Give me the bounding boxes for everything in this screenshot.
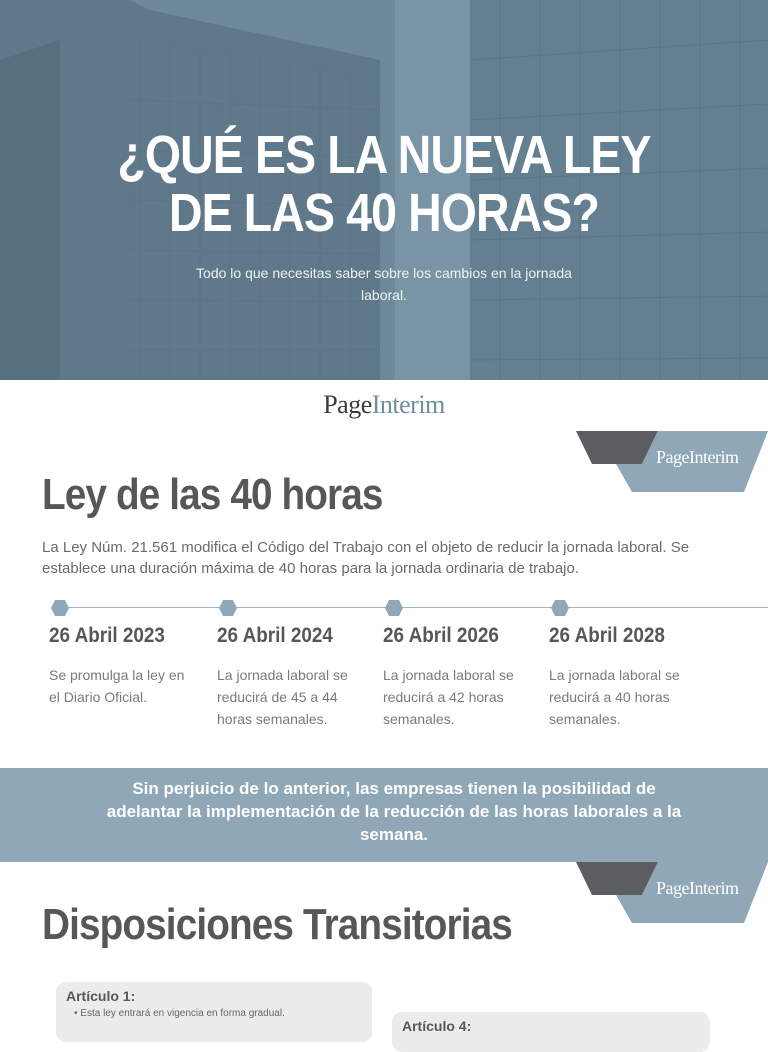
brand-badge-1 xyxy=(576,431,768,493)
section-heading-ley: Ley de las 40 horas xyxy=(42,470,383,519)
timeline-description: La jornada laboral se reducirá a 40 horas semanales. xyxy=(549,667,680,727)
brand-badge-2 xyxy=(576,862,768,924)
brand-badge-1-text: PageInterim xyxy=(656,447,739,467)
hexagon-marker-icon xyxy=(219,600,237,616)
article-card-item: • Esta ley entrará en vigencia en forma gradual. xyxy=(74,1008,285,1019)
hero-subtitle: Todo lo que necesitas saber sobre los cambios en la jornada laboral. xyxy=(196,265,572,303)
brand-badge-2-text: PageInterim xyxy=(656,878,739,898)
timeline-description: Se promulga la ley en el Diario Oficial. xyxy=(49,667,185,705)
article-card-2 xyxy=(392,1012,710,1052)
hero-title-line-2: DE LAS 40 HORAS? xyxy=(168,183,600,243)
brand-logo-page: Page xyxy=(323,390,372,419)
article-card-title: Artículo 1: xyxy=(66,988,136,1004)
hero-section xyxy=(0,0,768,380)
hexagon-marker-icon xyxy=(551,600,569,616)
timeline-description: La jornada laboral se reducirá de 45 a 44 horas semanales. xyxy=(217,667,348,727)
hexagon-marker-icon xyxy=(385,600,403,616)
notice-banner xyxy=(0,768,768,862)
timeline-line xyxy=(58,607,768,608)
notice-banner-text: Sin perjuicio de lo anterior, las empresas tienen la posibilidad de adelantar la implementación de la reducción de las horas laborales a la semana. xyxy=(106,779,682,844)
brand-logo-interim: Interim xyxy=(371,390,445,419)
article-card-title: Artículo 4: xyxy=(402,1018,472,1034)
hero-title xyxy=(54,126,714,242)
timeline-date: 26 Abril 2028 xyxy=(549,624,665,647)
hero-title-line-1: ¿QUÉ ES LA NUEVA LEY xyxy=(117,125,651,185)
timeline-date: 26 Abril 2026 xyxy=(383,624,499,647)
brand-logo xyxy=(0,390,768,420)
hexagon-marker-icon xyxy=(51,600,69,616)
timeline-date: 26 Abril 2023 xyxy=(49,624,165,647)
timeline-description: La jornada laboral se reducirá a 42 horas semanales. xyxy=(383,667,514,727)
timeline-date: 26 Abril 2024 xyxy=(217,624,333,647)
intro-paragraph: La Ley Núm. 21.561 modifica el Código del Trabajo con el objeto de reducir la jornada laboral. Se establece una duración máxima de 40 horas para la jornada ordinaria de trabajo. xyxy=(42,539,690,577)
section-heading-disposiciones: Disposiciones Transitorias xyxy=(42,900,512,949)
article-card-1 xyxy=(56,982,372,1042)
